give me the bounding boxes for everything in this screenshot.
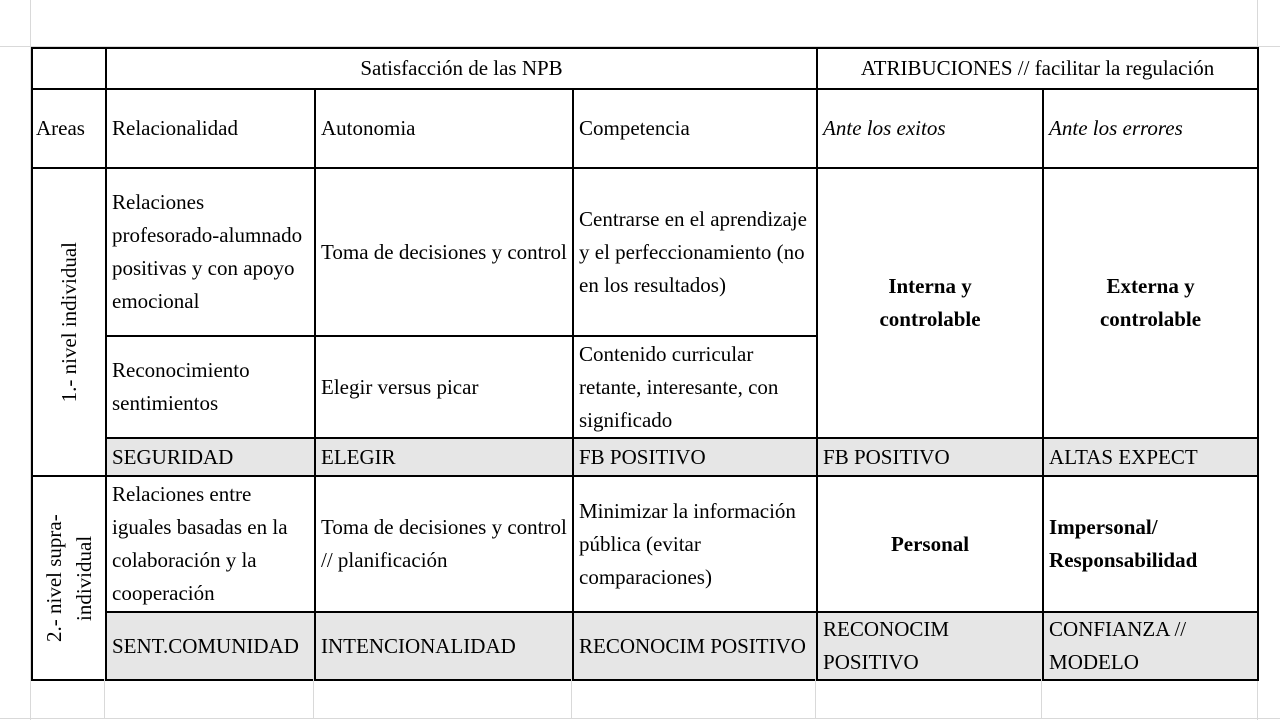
nivel1-sum-exitos: FB POSITIVO (817, 438, 1043, 476)
nivel2-exitos: Personal (817, 476, 1043, 612)
nivel2-label: 2.- nivel supra-individual (42, 514, 96, 642)
nivel2-row1 (32, 476, 1258, 612)
nivel2-sum-competencia: RECONOCIM POSITIVO (573, 612, 817, 680)
nivel1-row1 (32, 168, 1258, 336)
nivel1-sum-competencia: FB POSITIVO (573, 438, 817, 476)
nivel2-label-cell (32, 476, 106, 680)
nivel1-summary-row (32, 438, 1258, 476)
nivel2-r1-competencia: Minimizar la información pública (evitar comparaciones) (573, 476, 817, 612)
header-row (32, 48, 1258, 89)
nivel1-sum-autonomia: ELEGIR (315, 438, 573, 476)
col-competencia: Competencia (573, 89, 817, 168)
nivel1-label-cell (32, 168, 106, 476)
col-areas: Areas (32, 89, 106, 168)
nivel2-r1-autonomia: Toma de decisiones y control // planificación (315, 476, 573, 612)
col-errores: Ante los errores (1043, 89, 1258, 168)
nivel2-sum-relacionalidad: SENT.COMUNIDAD (106, 612, 315, 680)
col-autonomia: Autonomia (315, 89, 573, 168)
nivel2-r1-relacionalidad: Relaciones entre iguales basadas en la colaboración y la cooperación (106, 476, 315, 612)
nivel1-sum-relacionalidad: SEGURIDAD (106, 438, 315, 476)
nivel1-r2-competencia: Contenido curricular retante, interesante, con significado (573, 336, 817, 438)
col-exitos: Ante los exitos (817, 89, 1043, 168)
nivel1-label: 1.- nivel individual (57, 241, 81, 403)
nivel1-r1-competencia: Centrarse en el aprendizaje y el perfeccionamiento (no en los resultados) (573, 168, 817, 336)
npb-table (31, 47, 1259, 681)
nivel1-r1-autonomia: Toma de decisiones y control (315, 168, 573, 336)
nivel1-errores: Externa y controlable (1043, 168, 1258, 438)
nivel1-r2-relacionalidad: Reconocimiento sentimientos (106, 336, 315, 438)
nivel2-sum-exitos: RECONOCIM POSITIVO (817, 612, 1043, 680)
columns-row (32, 89, 1258, 168)
nivel1-exitos: Interna y controlable (817, 168, 1043, 438)
nivel2-errores: Impersonal/ Responsabilidad (1043, 476, 1258, 612)
header-atribuciones: ATRIBUCIONES // facilitar la regulación (817, 48, 1258, 89)
header-empty-cell (32, 48, 106, 89)
nivel1-r2-autonomia: Elegir versus picar (315, 336, 573, 438)
nivel2-sum-autonomia: INTENCIONALIDAD (315, 612, 573, 680)
nivel2-sum-errores: CONFIANZA // MODELO (1043, 612, 1258, 680)
nivel2-summary-row (32, 612, 1258, 680)
col-relacionalidad: Relacionalidad (106, 89, 315, 168)
header-npb: Satisfacción de las NPB (106, 48, 817, 89)
nivel1-sum-errores: ALTAS EXPECT (1043, 438, 1258, 476)
nivel1-r1-relacionalidad: Relaciones profesorado-alumnado positivas y con apoyo emocional (106, 168, 315, 336)
